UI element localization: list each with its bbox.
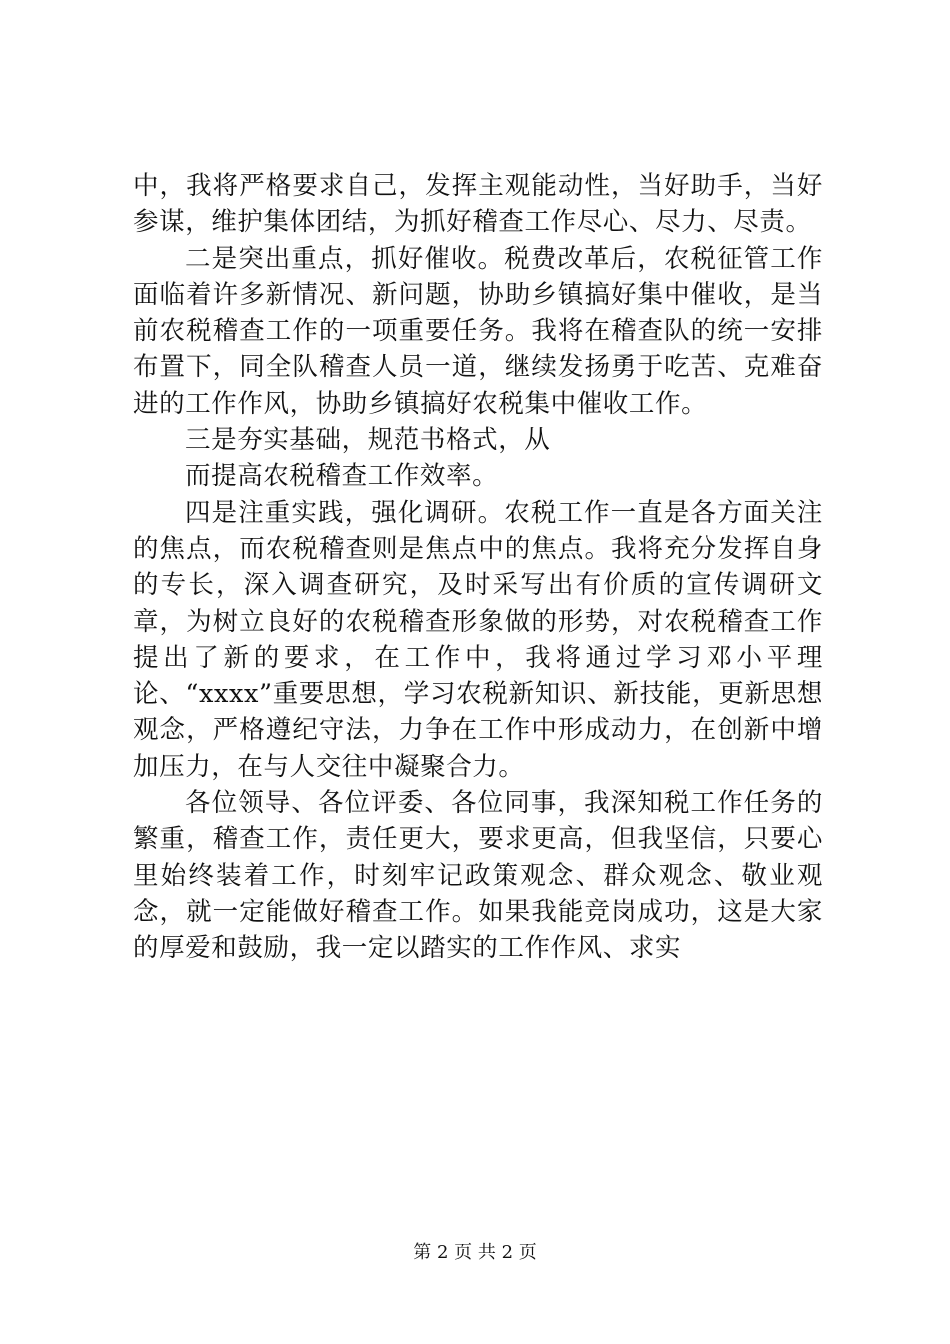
page-footer [0, 1241, 950, 1265]
paragraph-3: 三是夯实基础，规范书格式，从 [185, 425, 551, 456]
paragraph-5: 四是注重实践，强化调研。农税工作一直是各方面关注的焦点，而农税稽查则是焦点中的焦点。我将充分发挥自身的专长，深入调查研究，及时采写出有价质的宣传调研文章，为树立良好的农税稽查形象做的形势，对农税稽查工作提出了新的要求，在工作中，我将通过学习邓小平理论、“xxxx”重要思想，学习农税新知识、新技能，更新思想观念，严格遵纪守法，力争在工作中形成动力，在创新中增加压力，在与人交往中凝聚合力。 [133, 497, 823, 782]
paragraph-1: 中，我将严格要求自己，发挥主观能动性，当好助手，当好参谋，维护集体团结，为抓好稽查工作尽心、尽力、尽责。 [133, 171, 823, 238]
paragraph-6: 各位领导、各位评委、各位同事，我深知税工作任务的繁重，稽查工作，责任更大，要求更高，但我坚信，只要心里始终装着工作，时刻牢记政策观念、群众观念、敬业观念，就一定能做好稽查工作。如果我能竞岗成功，这是大家的厚爱和鼓励，我一定以踏实的工作作风、求实 [133, 788, 823, 964]
paragraph-2: 二是突出重点，抓好催收。税费改革后，农税征管工作面临着许多新情况、新问题，协助乡镇搞好集中催收，是当前农税稽查工作的一项重要任务。我将在稽查队的统一安排布置下，同全队稽查人员一道，继续发扬勇于吃苦、克难奋进的工作作风，协助乡镇搞好农税集中催收工作。 [133, 243, 823, 419]
page-number-label: 第 2 页 共 2 页 [413, 1242, 537, 1263]
document-body [133, 168, 823, 967]
paragraph-4: 而提高农税稽查工作效率。 [185, 461, 499, 492]
